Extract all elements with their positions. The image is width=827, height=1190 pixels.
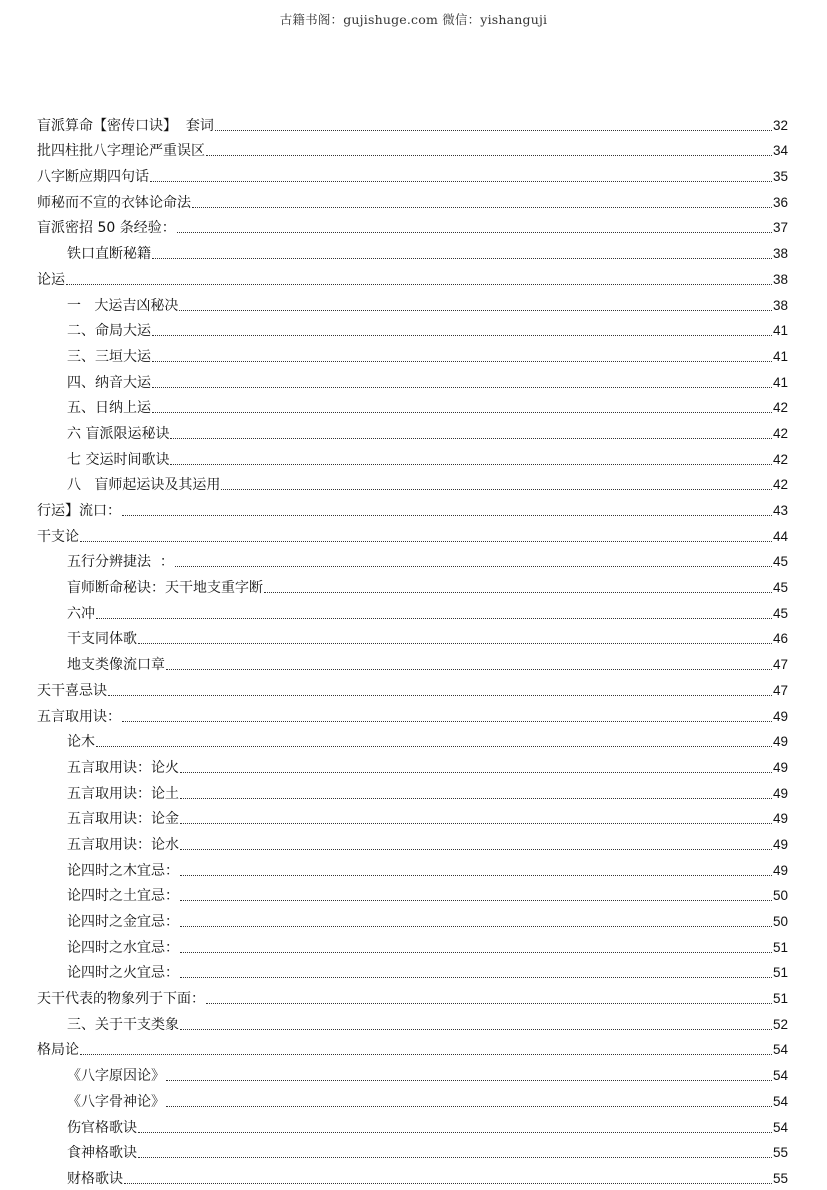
toc-dot-leader <box>177 232 772 233</box>
toc-entry-page-number: 41 <box>772 323 788 339</box>
toc-dot-leader <box>80 541 772 542</box>
toc-entry[interactable] <box>37 212 788 238</box>
toc-entry-page-number: 49 <box>772 862 788 878</box>
toc-entry[interactable] <box>37 469 788 495</box>
toc-entry-page-number: 42 <box>772 425 788 441</box>
toc-entry-title: 《八字骨神论》 <box>67 1093 165 1110</box>
toc-entry-title: 伤官格歌诀 <box>67 1119 137 1136</box>
toc-entry[interactable] <box>37 1059 788 1085</box>
toc-dot-leader <box>179 310 772 311</box>
toc-dot-leader <box>122 515 772 516</box>
toc-entry-page-number: 32 <box>772 117 788 133</box>
toc-entry-title: 财格歌诀 <box>67 1170 123 1187</box>
toc-dot-leader <box>138 1132 772 1133</box>
toc-entry[interactable] <box>37 854 788 880</box>
toc-entry-page-number: 38 <box>772 297 788 313</box>
toc-entry-page-number: 55 <box>772 1170 788 1186</box>
toc-entry-page-number: 54 <box>772 1093 788 1109</box>
toc-entry[interactable] <box>37 1137 788 1163</box>
toc-entry[interactable] <box>37 417 788 443</box>
toc-dot-leader <box>138 643 772 644</box>
toc-entry-title: 七 交运时间歌诀 <box>67 451 170 468</box>
toc-entry[interactable] <box>37 648 788 674</box>
toc-dot-leader <box>138 1157 772 1158</box>
toc-entry-title: 干支同体歌 <box>67 631 137 648</box>
toc-entry-title: 六 盲派限运秘诀 <box>67 425 170 442</box>
toc-entry-page-number: 35 <box>772 169 788 185</box>
toc-dot-leader <box>96 618 772 619</box>
toc-entry-page-number: 51 <box>772 939 788 955</box>
toc-entry-page-number: 41 <box>772 374 788 390</box>
toc-dot-leader <box>192 207 772 208</box>
toc-dot-leader <box>152 361 772 362</box>
toc-entry-page-number: 49 <box>772 734 788 750</box>
toc-entry-title: 五、日纳上运 <box>67 400 151 417</box>
toc-entry-page-number: 37 <box>772 220 788 236</box>
toc-entry[interactable] <box>37 571 788 597</box>
toc-entry[interactable] <box>37 1162 788 1188</box>
toc-entry[interactable] <box>37 263 788 289</box>
toc-dot-leader <box>175 566 772 567</box>
toc-entry-page-number: 47 <box>772 682 788 698</box>
toc-entry-page-number: 36 <box>772 194 788 210</box>
toc-entry[interactable] <box>37 726 788 752</box>
toc-entry-title: 五言取用诀：论金 <box>67 811 179 828</box>
toc-dot-leader <box>215 130 772 131</box>
toc-entry-title: 天干喜忌诀 <box>37 682 107 699</box>
toc-entry-page-number: 49 <box>772 759 788 775</box>
toc-entry-page-number: 42 <box>772 400 788 416</box>
toc-entry-page-number: 52 <box>772 1016 788 1032</box>
toc-entry-title: 二、命局大运 <box>67 323 151 340</box>
toc-entry[interactable] <box>37 700 788 726</box>
toc-entry-page-number: 54 <box>772 1119 788 1135</box>
toc-entry-title: 五行分辨捷法 ： <box>67 554 174 571</box>
toc-entry[interactable] <box>37 931 788 957</box>
toc-entry-title: 铁口直断秘籍 <box>67 246 151 263</box>
toc-entry-title: 天干代表的物象列于下面： <box>37 991 205 1008</box>
toc-entry[interactable] <box>37 186 788 212</box>
toc-entry[interactable] <box>37 880 788 906</box>
toc-dot-leader <box>124 1183 772 1184</box>
toc-dot-leader <box>180 875 772 876</box>
toc-entry-page-number: 42 <box>772 477 788 493</box>
toc-dot-leader <box>180 849 772 850</box>
toc-entry-page-number: 51 <box>772 991 788 1007</box>
toc-entry-page-number: 54 <box>772 1068 788 1084</box>
toc-entry-title: 八字断应期四句话 <box>37 169 149 186</box>
toc-entry-page-number: 49 <box>772 836 788 852</box>
toc-entry[interactable] <box>37 443 788 469</box>
toc-entry[interactable] <box>37 1034 788 1060</box>
toc-dot-leader <box>180 952 772 953</box>
toc-entry[interactable] <box>37 803 788 829</box>
toc-entry[interactable] <box>37 494 788 520</box>
toc-entry-title: 干支论 <box>37 528 79 545</box>
toc-dot-leader <box>152 387 772 388</box>
toc-entry-page-number: 38 <box>772 271 788 287</box>
toc-entry-title: 论四时之火宜忌： <box>67 965 179 982</box>
toc-entry-page-number: 49 <box>772 708 788 724</box>
toc-dot-leader <box>108 695 772 696</box>
toc-dot-leader <box>180 900 772 901</box>
toc-entry-title: 论木 <box>67 734 95 751</box>
toc-entry-page-number: 42 <box>772 451 788 467</box>
toc-entry-page-number: 47 <box>772 657 788 673</box>
toc-dot-leader <box>96 746 772 747</box>
toc-dot-leader <box>180 798 772 799</box>
toc-dot-leader <box>66 284 772 285</box>
toc-dot-leader <box>80 1054 772 1055</box>
toc-entry[interactable] <box>37 751 788 777</box>
toc-dot-leader <box>180 1029 772 1030</box>
toc-entry-page-number: 45 <box>772 605 788 621</box>
toc-entry-title: 论运 <box>37 271 65 288</box>
toc-entry-page-number: 34 <box>772 143 788 159</box>
toc-entry-title: 五言取用诀：论土 <box>67 785 179 802</box>
toc-dot-leader <box>180 772 772 773</box>
toc-entry[interactable] <box>37 623 788 649</box>
toc-dot-leader <box>166 1106 772 1107</box>
toc-entry-page-number: 38 <box>772 246 788 262</box>
toc-entry[interactable] <box>37 828 788 854</box>
toc-entry-title: 批四柱批八字理论严重误区 <box>37 143 205 160</box>
toc-entry[interactable] <box>37 546 788 572</box>
toc-entry[interactable] <box>37 905 788 931</box>
toc-entry-title: 《八字原因论》 <box>67 1068 165 1085</box>
toc-entry[interactable] <box>37 392 788 418</box>
toc-entry-page-number: 54 <box>772 1042 788 1058</box>
toc-entry-title: 盲师断命秘诀：天干地支重字断 <box>67 580 263 597</box>
toc-dot-leader <box>152 258 772 259</box>
toc-dot-leader <box>170 438 772 439</box>
toc-dot-leader <box>152 335 772 336</box>
toc-dot-leader <box>122 721 772 722</box>
toc-entry[interactable] <box>37 957 788 983</box>
toc-entry-page-number: 50 <box>772 888 788 904</box>
toc-entry[interactable] <box>37 160 788 186</box>
toc-entry-title: 盲派密招 50 条经验： <box>37 220 176 237</box>
toc-dot-leader <box>180 926 772 927</box>
toc-entry[interactable] <box>37 597 788 623</box>
toc-entry[interactable] <box>37 289 788 315</box>
toc-entry-title: 三、关于干支类象 <box>67 1016 179 1033</box>
toc-entry[interactable] <box>37 135 788 161</box>
toc-entry-page-number: 44 <box>772 528 788 544</box>
toc-entry-title: 论四时之金宜忌： <box>67 914 179 930</box>
toc-entry-page-number: 43 <box>772 503 788 518</box>
toc-entry-title: 论四时之土宜忌： <box>67 888 179 905</box>
toc-dot-leader <box>152 412 772 413</box>
toc-entry-title: 四、纳音大运 <box>67 374 151 391</box>
toc-dot-leader <box>170 464 772 465</box>
toc-dot-leader <box>180 823 772 824</box>
toc-entry-title: 论四时之木宜忌： <box>67 862 179 879</box>
toc-entry[interactable] <box>37 340 788 366</box>
toc-dot-leader <box>206 155 772 156</box>
toc-entry-title: 五言取用诀：论水 <box>67 836 179 853</box>
toc-entry-title: 盲派算命【密传口诀】 套词 <box>37 117 214 134</box>
toc-entry-title: 格局论 <box>37 1042 79 1059</box>
toc-entry-title: 三、三垣大运 <box>67 348 151 365</box>
toc-dot-leader <box>221 489 772 490</box>
toc-entry[interactable] <box>37 520 788 546</box>
toc-entry[interactable] <box>37 777 788 803</box>
toc-dot-leader <box>206 1003 772 1004</box>
toc-entry[interactable] <box>37 1008 788 1034</box>
toc-entry-title: 六冲 <box>67 605 95 622</box>
toc-entry-page-number: 50 <box>772 914 788 929</box>
toc-entry-page-number: 49 <box>772 785 788 801</box>
toc-entry-page-number: 45 <box>772 580 788 596</box>
toc-dot-leader <box>150 181 772 182</box>
toc-entry-title: 五言取用诀： <box>37 708 121 725</box>
toc-dot-leader <box>166 1080 772 1081</box>
toc-entry[interactable] <box>37 674 788 700</box>
toc-entry[interactable] <box>37 1085 788 1111</box>
toc-entry-title: 八 盲师起运诀及其运用 <box>67 477 221 494</box>
toc-entry-title: 师秘而不宣的衣钵论命法 <box>37 194 191 211</box>
toc-entry-title: 论四时之水宜忌： <box>67 939 179 956</box>
toc-entry-title: 五言取用诀：论火 <box>67 759 179 776</box>
toc-entry-title: 一 大运吉凶秘决 <box>67 297 179 314</box>
toc-entry-page-number: 41 <box>772 348 788 364</box>
page-header: 古籍书阁：gujishuge.com 微信：yishanguji <box>279 12 548 27</box>
toc-entry-title: 地支类像流口章 <box>67 657 165 674</box>
toc-entry-title: 食神格歌诀 <box>67 1145 137 1162</box>
toc-entry-page-number: 45 <box>772 554 788 570</box>
toc-entry-page-number: 46 <box>772 631 788 647</box>
toc-entry-page-number: 55 <box>772 1145 788 1161</box>
toc-entry[interactable] <box>37 109 788 135</box>
table-of-contents <box>37 109 788 1188</box>
toc-entry-title: 行运】流口： <box>37 503 121 519</box>
toc-dot-leader <box>180 977 772 978</box>
toc-dot-leader <box>264 592 772 593</box>
toc-entry[interactable] <box>37 237 788 263</box>
toc-entry[interactable] <box>37 366 788 392</box>
toc-entry[interactable] <box>37 982 788 1008</box>
toc-entry-page-number: 49 <box>772 811 788 827</box>
toc-entry-page-number: 51 <box>772 965 788 981</box>
toc-dot-leader <box>166 669 772 670</box>
toc-entry[interactable] <box>37 1111 788 1137</box>
toc-entry[interactable] <box>37 315 788 341</box>
